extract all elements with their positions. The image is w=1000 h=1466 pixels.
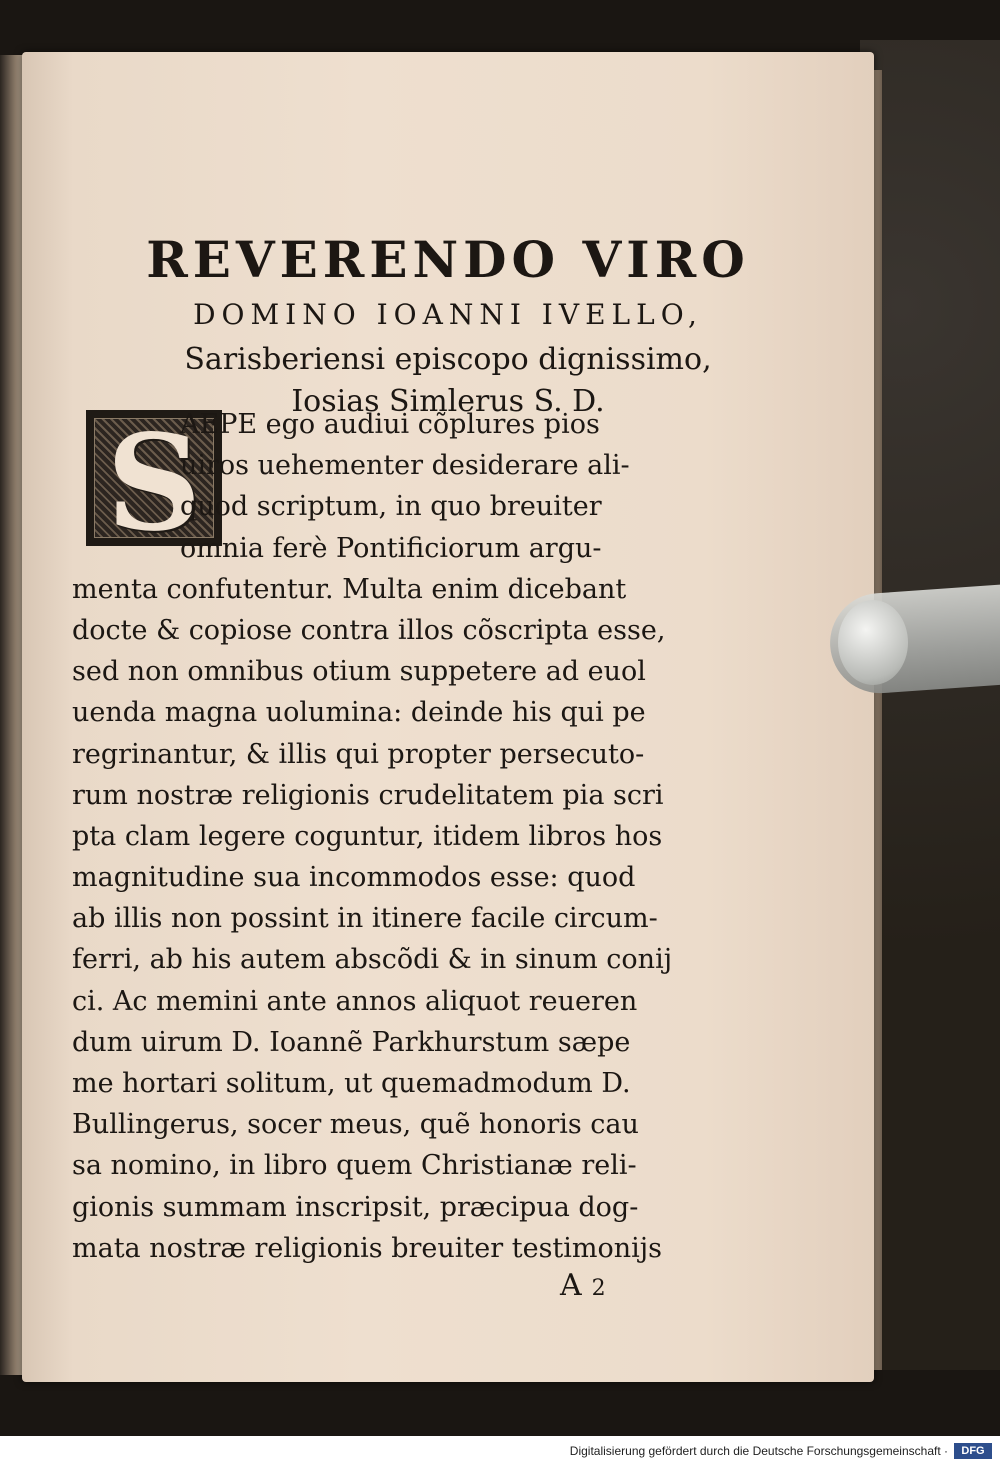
signature-mark bbox=[560, 1268, 606, 1303]
heading-line-1: REVERENDO VIRO bbox=[146, 230, 750, 289]
body-line: uiros uehementer desiderare ali- bbox=[180, 450, 630, 482]
body-line: rum nostræ religionis crudelitatem pia scri bbox=[72, 779, 664, 811]
body-line: ci. Ac memini ante annos aliquot reueren bbox=[72, 985, 638, 1017]
body-line: uenda magna uolumina: deinde his qui pe bbox=[72, 697, 646, 729]
body-line: gionis summam inscripsit, præcipua dog- bbox=[72, 1191, 639, 1223]
body-line: menta confutentur. Multa enim dicebant bbox=[72, 573, 627, 605]
dfg-logo: DFG bbox=[954, 1443, 992, 1459]
footer-bar bbox=[0, 1436, 1000, 1466]
initial-letter-glyph: S bbox=[106, 410, 202, 546]
body-line: omnia ferè Pontificiorum argu- bbox=[180, 532, 602, 564]
heading-line-3: Sarisberiensi episcopo dignissimo, bbox=[184, 342, 712, 377]
body-line: pta clam legere coguntur, itidem libros hos bbox=[72, 820, 663, 852]
body-line: docte & copiose contra illos cõscripta esse, bbox=[72, 614, 666, 646]
body-line: sa nomino, in libro quem Christianæ reli- bbox=[72, 1150, 637, 1182]
body-line: me hortari solitum, ut quemadmodum D. bbox=[72, 1068, 631, 1099]
signature-letter: A bbox=[560, 1268, 582, 1303]
body-line: AEPE ego audiui cõplures pios bbox=[180, 409, 600, 440]
clip-knob bbox=[838, 600, 908, 685]
body-line: dum uirum D. Ioannẽ Parkhurstum sæpe bbox=[72, 1026, 631, 1058]
body-text bbox=[72, 404, 752, 1269]
body-line: mata nostræ religionis breuiter testimonijs bbox=[72, 1232, 663, 1264]
body-line: quod scriptum, in quo breuiter bbox=[180, 491, 602, 523]
body-line: ab illis non possint in itinere facile circum- bbox=[72, 903, 658, 935]
body-line: Bullingerus, socer meus, quẽ honoris cau bbox=[72, 1109, 639, 1141]
signature-number: 2 bbox=[591, 1276, 606, 1301]
body-line: magnitudine sua incommodos esse: quod bbox=[72, 862, 636, 894]
heading-line-2: DOMINO IOANNI IVELLO, bbox=[193, 298, 703, 331]
heading-line-4: Iosias Simlerus S. D. bbox=[291, 384, 605, 419]
body-line: regrinantur, & illis qui propter persecuto- bbox=[72, 738, 645, 770]
body-line: sed non omnibus otium suppetere ad euol bbox=[72, 656, 646, 688]
funding-notice: Digitalisierung gefördert durch die Deutsche Forschungsgemeinschaft · bbox=[569, 1444, 948, 1458]
body-line: ferri, ab his autem abscõdi & in sinum conij bbox=[72, 944, 673, 976]
